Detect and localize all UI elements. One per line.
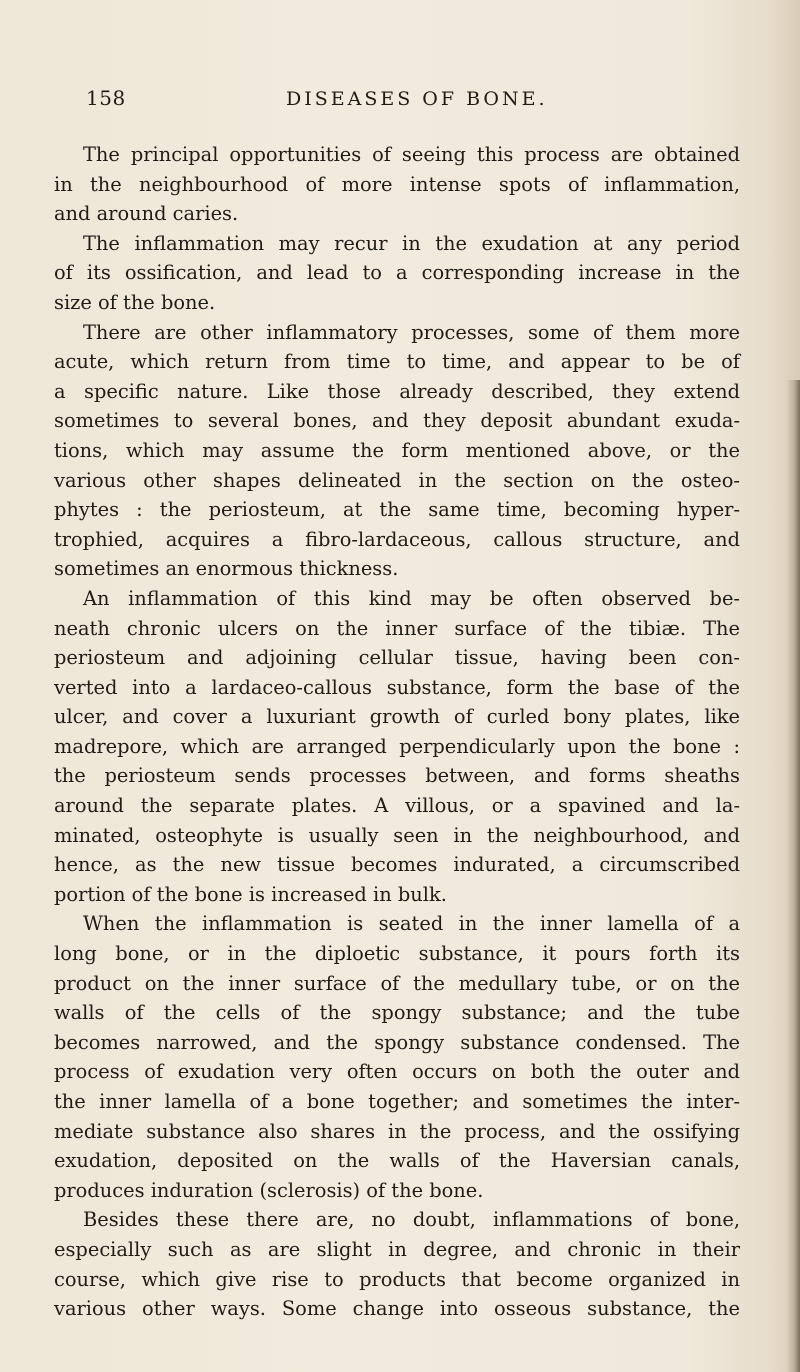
text-line: The principal opportunities of seeing this process are obtained	[83, 143, 740, 166]
text-line: long bone, or in the diploetic substance, it pours forth its	[54, 942, 740, 966]
text-line: There are other inflammatory processes, some of them more	[83, 320, 740, 344]
text-line: produces induration (sclerosis) of the bone.	[54, 1178, 484, 1202]
text-line: around the separate plates. A villous, or a spavined and la-	[54, 794, 740, 818]
text-line: size of the bone.	[54, 290, 216, 314]
text-line: course, which give rise to products that become organized in	[54, 1267, 740, 1291]
text-line: The inflammation may recur in the exudation at any period	[83, 231, 740, 255]
text-line: minated, osteophyte is usually seen in the neighbourhood, and	[54, 823, 740, 847]
text-line: sometimes to several bones, and they deposit abundant exuda-	[54, 409, 740, 433]
text-line: walls of the cells of the spongy substance; and the tube	[54, 1001, 740, 1025]
page-header	[0, 86, 800, 120]
text-line: verted into a lardaceo-callous substance, form the base of the	[54, 675, 740, 699]
text-line: the periosteum sends processes between, and forms sheaths	[54, 764, 740, 788]
text-line: Besides these there are, no doubt, inflammations of bone,	[83, 1208, 740, 1232]
running-title: DISEASES OF BONE.	[286, 88, 548, 110]
text-line: acute, which return from time to time, and appear to be of	[54, 350, 740, 374]
text-line: various other shapes delineated in the section on the osteo-	[54, 468, 740, 492]
text-line: especially such as are slight in degree, and chronic in their	[54, 1237, 740, 1261]
text-line: mediate substance also shares in the process, and the ossifying	[54, 1119, 740, 1143]
text-line: periosteum and adjoining cellular tissue, having been con-	[54, 646, 740, 670]
text-line: sometimes an enormous thickness.	[54, 557, 399, 581]
text-line: the inner lamella of a bone together; and sometimes the inter-	[54, 1090, 740, 1113]
text-line: various other ways. Some change into osseous substance, the	[54, 1297, 740, 1321]
text-line: hence, as the new tissue becomes indurated, a circumscribed	[54, 853, 740, 877]
text-line: phytes : the periosteum, at the same time, becoming hyper-	[54, 498, 740, 522]
text-line: ulcer, and cover a luxuriant growth of curled bony plates, like	[54, 705, 740, 729]
text-line: neath chronic ulcers on the inner surface of the tibiæ. The	[54, 616, 740, 640]
text-line: in the neighbourhood of more intense spots of inflammation,	[54, 172, 740, 196]
body-text	[54, 140, 740, 1324]
text-line: When the inflammation is seated in the inner lamella of a	[83, 912, 740, 936]
text-line: portion of the bone is increased in bulk.	[54, 882, 447, 906]
text-line: madrepore, which are arranged perpendicularly upon the bone :	[54, 734, 740, 758]
text-line: exudation, deposited on the walls of the Haversian canals,	[54, 1149, 740, 1173]
page-number: 158	[86, 86, 126, 110]
text-line: product on the inner surface of the medullary tube, or on the	[54, 971, 740, 995]
text-line: trophied, acquires a fibro-lardaceous, callous structure, and	[54, 527, 740, 551]
text-line: of its ossification, and lead to a corresponding increase in the	[54, 261, 740, 285]
text-line: a specific nature. Like those already described, they extend	[54, 379, 740, 403]
text-line: An inflammation of this kind may be often observed be-	[83, 586, 740, 610]
text-line: becomes narrowed, and the spongy substance condensed. The	[54, 1030, 740, 1054]
text-line: process of exudation very often occurs on both the outer and	[54, 1060, 740, 1084]
text-line: and around caries.	[54, 202, 239, 226]
text-line: tions, which may assume the form mentioned above, or the	[54, 438, 740, 462]
page-edge-shadow	[786, 380, 800, 1372]
